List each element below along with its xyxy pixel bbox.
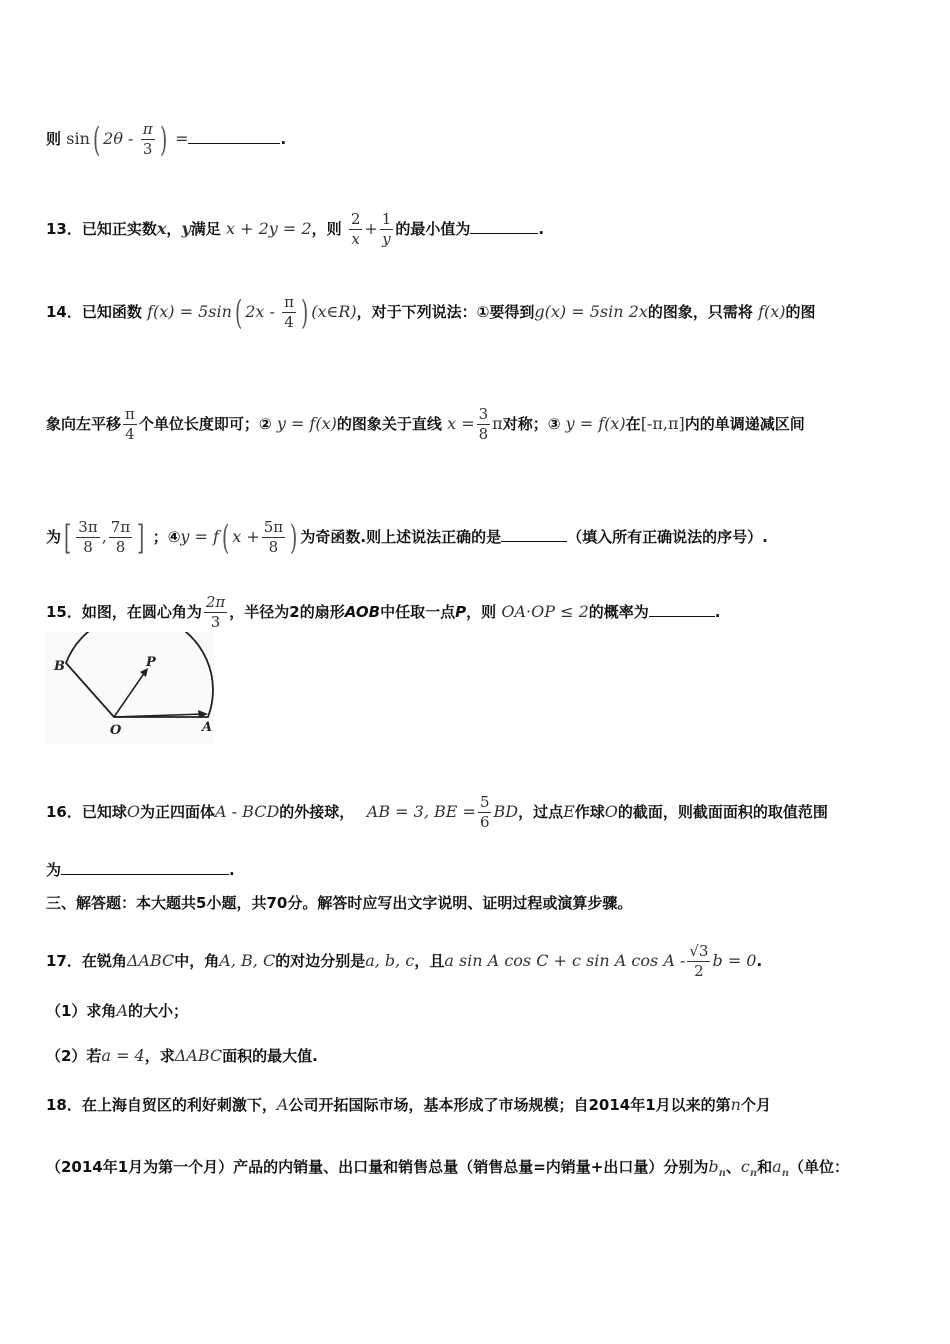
question-15: 15．如图，在圆心角为 $\frac{2\pi}{3}$ ，半径为2的扇形AOB中任取一点P，则 OA·OP ≤ 2的概率为 . (46, 593, 721, 631)
q12-answer-line: 则 sin( 2θ - $\frac{\pi}{3}$ ) = . (46, 119, 287, 160)
question-16-line-2: 为 . (46, 861, 235, 879)
q16-answer-blank[interactable] (61, 874, 229, 875)
question-18-line-2: （2014年1月为第一个月）产品的内销量、出口量和销售总量（销售总量=内销量+出口量）分别为$b_n$、$c_n$和$a_n$（单位： (46, 1157, 849, 1179)
question-17-part-1: （1）求角A的大小； (46, 1001, 189, 1020)
q13-fraction-1: $\frac{2}{x}$ (350, 210, 361, 248)
q12-inner: 2θ - (103, 129, 134, 148)
q12-sin: sin (66, 129, 90, 148)
q12-prefix: 则 (46, 130, 62, 148)
q14-function: f(x) = 5sin (147, 302, 232, 321)
q13-answer-blank[interactable] (470, 233, 538, 234)
question-14-line-3: 为[ $\frac{3\pi}{8}$ , $\frac{7\pi}{8}$ ] ；④y = f( x + $\frac{5\pi}{8}$ ) 为奇函数.则上述说法正确的是 （填入所有正确说法的序号）. (46, 517, 768, 558)
label-a: A (202, 720, 213, 735)
section-3-heading: 三、解答题：本大题共5小题，共70分。解答时应写出文字说明、证明过程或演算步骤。 (46, 894, 633, 912)
question-18-line-1: 18．在上海自贸区的利好刺激下，A公司开拓国际市场，基本形成了市场规模；自2014年1月以来的第n个月 (46, 1095, 771, 1114)
question-17: 17．在锐角ΔABC中，角A, B, C的对边分别是a, b, c，且a sin A cos C + c sin A cos A - $\frac{√3}{2}$ b = 0. (46, 942, 763, 980)
question-16-line-1: 16．已知球O为正四面体A - BCD的外接球， AB = 3, BE = $\frac{5}{6}$ BD，过点E作球O的截面，则截面面积的取值范围 (46, 793, 828, 831)
q12-eq: = (175, 129, 189, 148)
q15-answer-blank[interactable] (649, 616, 715, 617)
q14-domain: (x∈R) (311, 302, 357, 321)
question-14-line-2: 象向左平移 $\frac{\pi}{4}$ 个单位长度即可；② y = f(x)的图象关于直线 x = $\frac{3}{8}$ π对称；③ y = f(x)在[-π,π]内的单调递减区间 (46, 405, 805, 443)
label-p: P (146, 655, 156, 670)
sector-figure (44, 632, 214, 744)
q13-fraction-2: $\frac{1}{y}$ (381, 210, 392, 248)
question-17-part-2: （2）若a = 4，求ΔABC面积的最大值. (46, 1046, 318, 1065)
question-14-line-1: 14．已知函数 f(x) = 5sin( 2x - $\frac{\pi}{4}$ ) (x∈R)，对于下列说法：①要得到g(x) = 5sin 2x的图象，只需将 f(x)的图 (46, 292, 816, 333)
figure-background (44, 632, 214, 744)
label-b: B (54, 659, 65, 674)
q17-equation: a sin A cos C + c sin A cos A - (444, 951, 686, 970)
question-13: 13．已知正实数x，y满足 x + 2y = 2，则 $\frac{2}{x}$ + $\frac{1}{y}$ 的最小值为 . (46, 210, 545, 248)
label-o: O (110, 723, 122, 738)
q12-fraction: $\frac{\pi}{3}$ (142, 120, 153, 158)
q14-g-function: g(x) = 5sin 2x (534, 302, 648, 321)
q16-condition: AB = 3, BE = (366, 802, 476, 821)
q14-answer-blank[interactable] (501, 541, 567, 542)
q12-answer-blank[interactable] (188, 143, 280, 144)
q15-inequality: OA·OP ≤ 2 (501, 602, 589, 621)
q13-condition: x + 2y = 2 (225, 219, 312, 238)
